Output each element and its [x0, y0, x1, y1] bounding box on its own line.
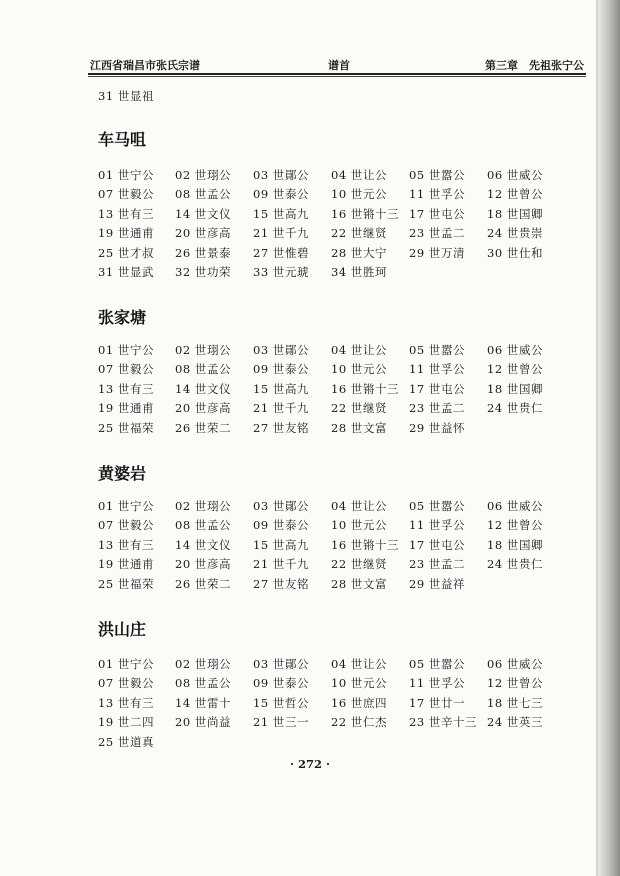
- generation-number: 27 世: [253, 420, 285, 435]
- ancestor-name: 荣二: [207, 420, 231, 435]
- ancestor-name: 宁公: [130, 168, 154, 182]
- generation-number: 08 世: [175, 362, 207, 377]
- generation-number: 04 世: [331, 657, 363, 671]
- ancestor-name: 千九: [285, 226, 309, 241]
- ancestor-name: 孟公: [207, 518, 231, 533]
- ancestor-name: 元公: [363, 362, 387, 377]
- generation-number: 29 世: [409, 576, 441, 591]
- generation-number: 02 世: [175, 499, 207, 513]
- ancestor-name: 曾公: [519, 676, 543, 691]
- generation-number: 06 世: [487, 657, 519, 671]
- generation-number: 01 世: [98, 168, 130, 182]
- generation-number: 12 世: [487, 362, 519, 377]
- ancestor-name: 高九: [285, 381, 309, 396]
- branch-title: 车马咀: [98, 130, 147, 149]
- ancestor-name: 屯公: [441, 537, 465, 552]
- generation-number: 05 世: [409, 343, 441, 357]
- ancestor-name: 屯公: [441, 206, 465, 221]
- generation-number: 10 世: [331, 676, 363, 691]
- generation-number: 25 世: [98, 734, 130, 749]
- ancestor-name: 继贤: [363, 226, 387, 241]
- ancestor-name: 雷十: [207, 695, 231, 710]
- generation-number: 13 世: [98, 695, 130, 710]
- generation-number: 07 世: [98, 676, 130, 691]
- generation-number: 05 世: [409, 657, 441, 671]
- ancestor-name: 二四: [130, 715, 154, 730]
- ancestor-name: 宁公: [130, 343, 154, 357]
- ancestor-name: 彦高: [207, 557, 231, 572]
- generation-number: 21 世: [253, 401, 285, 416]
- ancestor-name: 尚益: [207, 715, 231, 730]
- ancestor-name: 元琥: [285, 265, 309, 279]
- ancestor-name: 国卿: [519, 537, 543, 552]
- header-book-title: 江西省瑞昌市张氏宗谱: [90, 59, 200, 72]
- ancestor-name: 让公: [363, 343, 387, 357]
- ancestor-name: 千九: [285, 557, 309, 572]
- generation-number: 12 世: [487, 676, 519, 691]
- ancestor-name: 毅公: [130, 187, 154, 202]
- ancestor-name: 高九: [285, 537, 309, 552]
- ancestor-name: 孟公: [207, 676, 231, 691]
- generation-number: 26 世: [175, 420, 207, 435]
- generation-number: 04 世: [331, 343, 363, 357]
- generation-number: 07 世: [98, 362, 130, 377]
- ancestor-name: 千九: [285, 401, 309, 416]
- ancestor-name: 仁杰: [363, 715, 387, 730]
- generation-number: 01 世: [98, 343, 130, 357]
- generation-number: 18 世: [487, 381, 519, 396]
- generation-number: 02 世: [175, 343, 207, 357]
- ancestor-name: 彦高: [207, 401, 231, 416]
- ancestor-name: 国卿: [519, 206, 543, 221]
- generation-number: 34 世: [331, 265, 363, 279]
- generation-number: 01 世: [98, 657, 130, 671]
- generation-number: 10 世: [331, 518, 363, 533]
- ancestor-name: 嚣公: [441, 343, 465, 357]
- ancestor-name: 贵崇: [519, 226, 543, 241]
- generation-number: 20 世: [175, 226, 207, 241]
- ancestor-name: 宁公: [130, 657, 154, 671]
- ancestor-name: 珝公: [207, 657, 231, 671]
- generation-number: 16 世: [331, 695, 363, 710]
- generation-number: 03 世: [253, 499, 285, 513]
- generation-number: 23 世: [409, 226, 441, 241]
- generation-number: 06 世: [487, 343, 519, 357]
- ancestor-name: 有三: [130, 206, 154, 221]
- generation-number: 17 世: [409, 381, 441, 396]
- generation-number: 08 世: [175, 187, 207, 202]
- generation-number: 10 世: [331, 362, 363, 377]
- ancestor-name: 廿一: [441, 695, 465, 710]
- generation-number: 13 世: [98, 381, 130, 396]
- generation-number: 15 世: [253, 695, 285, 710]
- ancestor-name: 让公: [363, 657, 387, 671]
- generation-number: 07 世: [98, 187, 130, 202]
- ancestor-name: 辛十三: [441, 715, 477, 730]
- generation-number: 15 世: [253, 206, 285, 221]
- branch-title: 黄婆岩: [98, 464, 147, 483]
- ancestor-name: 孟二: [441, 401, 465, 416]
- ancestor-name: 锵十三: [363, 381, 399, 396]
- ancestor-name: 嚣公: [441, 168, 465, 182]
- generation-number: 02 世: [175, 657, 207, 671]
- generation-number: 11 世: [409, 518, 441, 533]
- generation-number: 02 世: [175, 168, 207, 182]
- ancestor-name: 嚣公: [441, 499, 465, 513]
- generation-number: 28 世: [331, 245, 363, 260]
- ancestor-name: 显武: [130, 265, 154, 279]
- ancestor-name: 元公: [363, 676, 387, 691]
- generation-number: 09 世: [253, 187, 285, 202]
- ancestor-name: 通甫: [130, 557, 154, 572]
- generation-number: 11 世: [409, 676, 441, 691]
- generation-number: 26 世: [175, 576, 207, 591]
- generation-number: 25 世: [98, 576, 130, 591]
- generation-number: 23 世: [409, 557, 441, 572]
- ancestor-name: 胜珂: [363, 265, 387, 279]
- ancestor-name: 毅公: [130, 362, 154, 377]
- generation-number: 23 世: [409, 401, 441, 416]
- generation-number: 09 世: [253, 518, 285, 533]
- generation-number: 05 世: [409, 168, 441, 182]
- generation-number: 11 世: [409, 362, 441, 377]
- ancestor-name: 荣二: [207, 576, 231, 591]
- ancestor-name: 鄖公: [285, 657, 309, 671]
- ancestor-name: 泰公: [285, 187, 309, 202]
- generation-number: 18 世: [487, 206, 519, 221]
- generation-number: 30 世: [487, 245, 519, 260]
- ancestor-name: 孚公: [441, 676, 465, 691]
- generation-number: 13 世: [98, 537, 130, 552]
- ancestor-name: 景泰: [207, 245, 231, 260]
- generation-number: 04 世: [331, 499, 363, 513]
- generation-number: 27 世: [253, 245, 285, 260]
- generation-number: 17 世: [409, 206, 441, 221]
- ancestor-name: 威公: [519, 657, 543, 671]
- generation-number: 11 世: [409, 187, 441, 202]
- generation-number: 18 世: [487, 537, 519, 552]
- generation-number: 26 世: [175, 245, 207, 260]
- generation-number: 12 世: [487, 518, 519, 533]
- ancestor-name: 锵十三: [363, 537, 399, 552]
- generation-number: 14 世: [175, 381, 207, 396]
- book-spine-shadow: [598, 0, 620, 876]
- ancestor-name: 毅公: [130, 676, 154, 691]
- ancestor-name: 英三: [519, 715, 543, 730]
- generation-number: 29 世: [409, 420, 441, 435]
- generation-number: 09 世: [253, 362, 285, 377]
- generation-number: 27 世: [253, 576, 285, 591]
- ancestor-name: 继贤: [363, 401, 387, 416]
- generation-number: 19 世: [98, 715, 130, 730]
- ancestor-name: 福荣: [130, 420, 154, 435]
- ancestor-name: 屯公: [441, 381, 465, 396]
- ancestor-name: 万清: [441, 245, 465, 260]
- ancestor-name: 孟公: [207, 187, 231, 202]
- ancestor-name: 高九: [285, 206, 309, 221]
- ancestor-name: 显祖: [130, 89, 154, 103]
- ancestor-name: 彦高: [207, 226, 231, 241]
- ancestor-name: 大宁: [363, 245, 387, 260]
- header-rule-thin: [88, 76, 586, 77]
- generation-number: 03 世: [253, 168, 285, 182]
- generation-number: 19 世: [98, 557, 130, 572]
- generation-number: 24 世: [487, 557, 519, 572]
- generation-number: 06 世: [487, 499, 519, 513]
- header-chapter: 第三章 先祖张宁公: [485, 59, 584, 72]
- generation-number: 03 世: [253, 343, 285, 357]
- generation-number: 28 世: [331, 576, 363, 591]
- ancestor-name: 道真: [130, 734, 154, 749]
- ancestor-name: 福荣: [130, 576, 154, 591]
- ancestor-name: 才叔: [130, 245, 154, 260]
- ancestor-name: 庶四: [363, 695, 387, 710]
- ancestor-name: 孟二: [441, 226, 465, 241]
- generation-number: 08 世: [175, 518, 207, 533]
- generation-number: 16 世: [331, 537, 363, 552]
- ancestor-name: 威公: [519, 499, 543, 513]
- ancestor-name: 威公: [519, 343, 543, 357]
- generation-number: 13 世: [98, 206, 130, 221]
- generation-number: 08 世: [175, 676, 207, 691]
- generation-number: 20 世: [175, 715, 207, 730]
- ancestor-name: 珝公: [207, 168, 231, 182]
- generation-number: 16 世: [331, 381, 363, 396]
- ancestor-name: 鄖公: [285, 168, 309, 182]
- generation-number: 15 世: [253, 381, 285, 396]
- ancestor-name: 七三: [519, 695, 543, 710]
- ancestor-name: 有三: [130, 695, 154, 710]
- generation-number: 06 世: [487, 168, 519, 182]
- ancestor-name: 继贤: [363, 557, 387, 572]
- ancestor-name: 元公: [363, 518, 387, 533]
- generation-number: 09 世: [253, 676, 285, 691]
- ancestor-name: 通甫: [130, 401, 154, 416]
- ancestor-name: 曾公: [519, 187, 543, 202]
- generation-number: 23 世: [409, 715, 441, 730]
- generation-number: 04 世: [331, 168, 363, 182]
- ancestor-name: 功荣: [207, 265, 231, 279]
- generation-number: 12 世: [487, 187, 519, 202]
- generation-number: 28 世: [331, 420, 363, 435]
- header-section: 谱首: [328, 59, 350, 72]
- ancestor-name: 元公: [363, 187, 387, 202]
- generation-number: 19 世: [98, 401, 130, 416]
- ancestor-name: 让公: [363, 499, 387, 513]
- generation-number: 33 世: [253, 265, 285, 279]
- ancestor-name: 毅公: [130, 518, 154, 533]
- ancestor-name: 孚公: [441, 362, 465, 377]
- ancestor-name: 益祥: [441, 576, 465, 591]
- ancestor-name: 嚣公: [441, 657, 465, 671]
- generation-number: 17 世: [409, 537, 441, 552]
- generation-number: 31 世: [98, 89, 130, 103]
- generation-number: 14 世: [175, 695, 207, 710]
- ancestor-name: 贵仁: [519, 557, 543, 572]
- ancestor-name: 通甫: [130, 226, 154, 241]
- ancestor-name: 威公: [519, 168, 543, 182]
- ancestor-name: 文仪: [207, 206, 231, 221]
- ancestor-name: 宁公: [130, 499, 154, 513]
- ancestor-name: 文富: [363, 576, 387, 591]
- generation-number: 14 世: [175, 537, 207, 552]
- generation-number: 07 世: [98, 518, 130, 533]
- generation-number: 15 世: [253, 537, 285, 552]
- ancestor-name: 友铭: [285, 420, 309, 435]
- ancestor-name: 文仪: [207, 381, 231, 396]
- ancestor-name: 鄖公: [285, 499, 309, 513]
- ancestor-name: 锵十三: [363, 206, 399, 221]
- generation-number: 17 世: [409, 695, 441, 710]
- generation-number: 21 世: [253, 557, 285, 572]
- generation-number: 22 世: [331, 557, 363, 572]
- ancestor-name: 国卿: [519, 381, 543, 396]
- ancestor-name: 文仪: [207, 537, 231, 552]
- generation-number: 25 世: [98, 245, 130, 260]
- header-rule-thick: [88, 73, 586, 75]
- generation-number: 16 世: [331, 206, 363, 221]
- generation-number: 24 世: [487, 401, 519, 416]
- ancestor-name: 有三: [130, 381, 154, 396]
- ancestor-name: 孟公: [207, 362, 231, 377]
- generation-number: 19 世: [98, 226, 130, 241]
- generation-number: 10 世: [331, 187, 363, 202]
- generation-number: 14 世: [175, 206, 207, 221]
- ancestor-name: 友铭: [285, 576, 309, 591]
- ancestor-name: 惟碧: [285, 245, 309, 260]
- ancestor-name: 孟二: [441, 557, 465, 572]
- running-header: [88, 55, 586, 73]
- generation-number: 21 世: [253, 715, 285, 730]
- ancestor-name: 孚公: [441, 518, 465, 533]
- ancestor-name: 曾公: [519, 518, 543, 533]
- ancestor-name: 孚公: [441, 187, 465, 202]
- generation-number: 20 世: [175, 557, 207, 572]
- generation-number: 20 世: [175, 401, 207, 416]
- generation-number: 22 世: [331, 401, 363, 416]
- generation-number: 31 世: [98, 265, 130, 279]
- ancestor-name: 曾公: [519, 362, 543, 377]
- ancestor-name: 文富: [363, 420, 387, 435]
- ancestor-name: 仕和: [519, 245, 543, 260]
- generation-number: 24 世: [487, 226, 519, 241]
- ancestor-name: 泰公: [285, 676, 309, 691]
- ancestor-name: 三一: [285, 715, 309, 730]
- ancestor-name: 鄖公: [285, 343, 309, 357]
- generation-number: 32 世: [175, 265, 207, 279]
- ancestor-name: 泰公: [285, 362, 309, 377]
- generation-number: 01 世: [98, 499, 130, 513]
- ancestor-name: 珝公: [207, 499, 231, 513]
- ancestor-name: 哲公: [285, 695, 309, 710]
- generation-number: 18 世: [487, 695, 519, 710]
- ancestor-name: 泰公: [285, 518, 309, 533]
- generation-number: 29 世: [409, 245, 441, 260]
- generation-number: 21 世: [253, 226, 285, 241]
- ancestor-name: 贵仁: [519, 401, 543, 416]
- ancestor-name: 让公: [363, 168, 387, 182]
- generation-number: 22 世: [331, 715, 363, 730]
- branch-title: 张家塘: [98, 308, 147, 327]
- branch-title: 洪山庄: [98, 620, 147, 639]
- page-number: · 272 ·: [289, 757, 331, 771]
- generation-number: 05 世: [409, 499, 441, 513]
- ancestor-name: 有三: [130, 537, 154, 552]
- generation-number: 24 世: [487, 715, 519, 730]
- generation-number: 25 世: [98, 420, 130, 435]
- generation-number: 22 世: [331, 226, 363, 241]
- ancestor-name: 益怀: [441, 420, 465, 435]
- generation-number: 03 世: [253, 657, 285, 671]
- ancestor-name: 珝公: [207, 343, 231, 357]
